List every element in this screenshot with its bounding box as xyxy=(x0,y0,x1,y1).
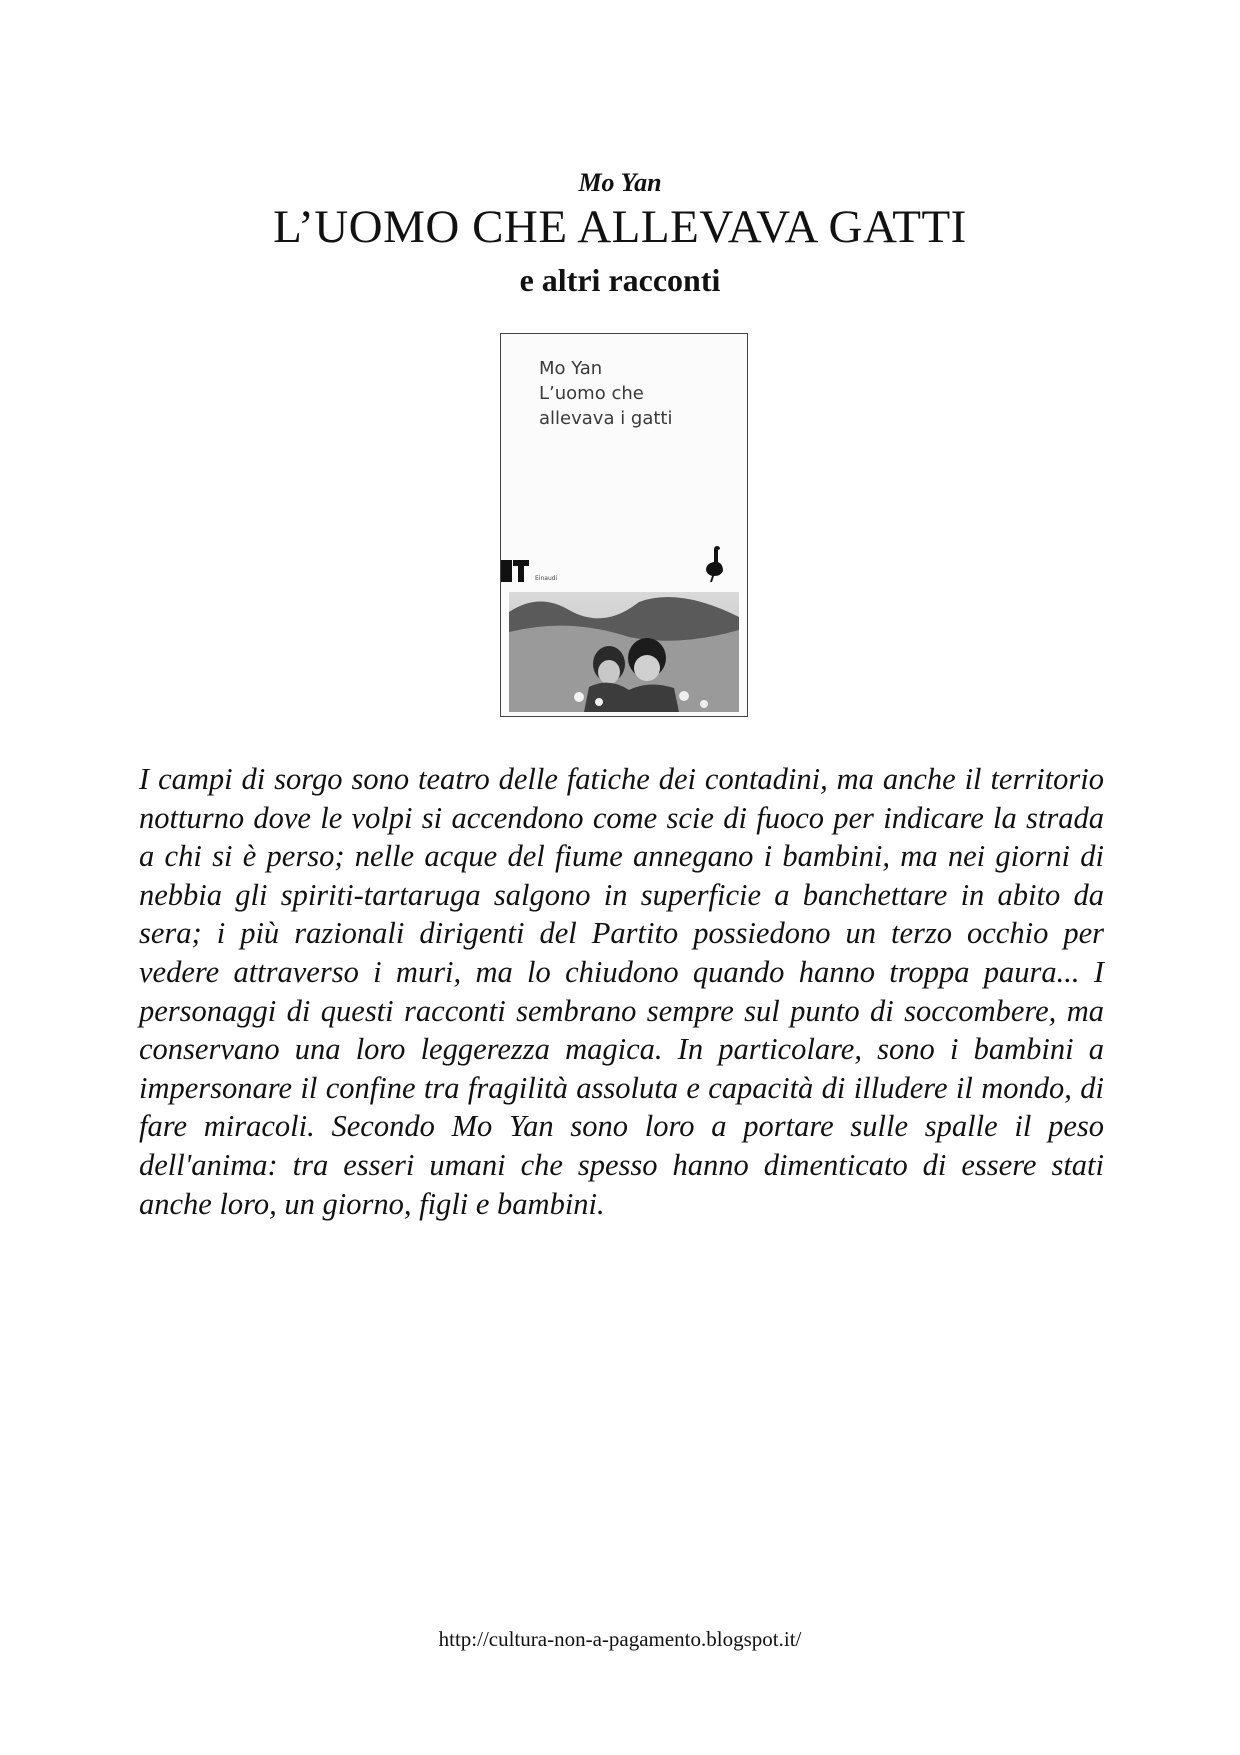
source-url: http://cultura-non-a-pagamento.blogspot.it/ xyxy=(438,1627,802,1651)
book-cover-image xyxy=(500,333,748,717)
book-description: I campi di sorgo sono teatro delle fatiche dei contadini, ma anche il territorio notturno dove le volpi si accendono come scie di fuoco per indicare la strada a chi si è perso; nelle acque del fiume annegano i bambini, ma nei giorni di nebbia gli spiriti-tartaruga salgono in superficie a banchettare in abito da sera; i più razionali dirigenti del Partito possiedono un terzo occhio per vedere attraverso i muri, ma lo chiudono quando hanno troppa paura... I personaggi di questi racconti sembrano sempre sul punto di soccombere, ma conservano una loro leggerezza magica. In particolare, sono i bambini a impersonare il confine tra fragilità assoluta e capacità di illudere il mondo, di fare miracoli. Secondo Mo Yan sono loro a portare sulle spalle il peso dell'anima: tra esseri umani che spesso hanno dimenticato di essere stati anche loro, un giorno, figli e bambini. xyxy=(139,762,1104,1221)
cover-publisher: Einaudi xyxy=(535,575,558,582)
cover-author: Mo Yan xyxy=(539,358,603,379)
author-name: Mo Yan xyxy=(578,168,662,197)
book-title: L’UOMO CHE ALLEVAVA GATTI xyxy=(273,201,967,253)
cover-text xyxy=(539,356,673,431)
cover-photo-children xyxy=(509,592,739,712)
et-logo-icon xyxy=(501,556,531,584)
book-subtitle: e altri racconti xyxy=(519,262,721,298)
cover-title-line2: allevava i gatti xyxy=(539,408,673,429)
cover-title-line1: L’uomo che xyxy=(539,383,644,404)
ostrich-logo-icon xyxy=(705,544,725,584)
